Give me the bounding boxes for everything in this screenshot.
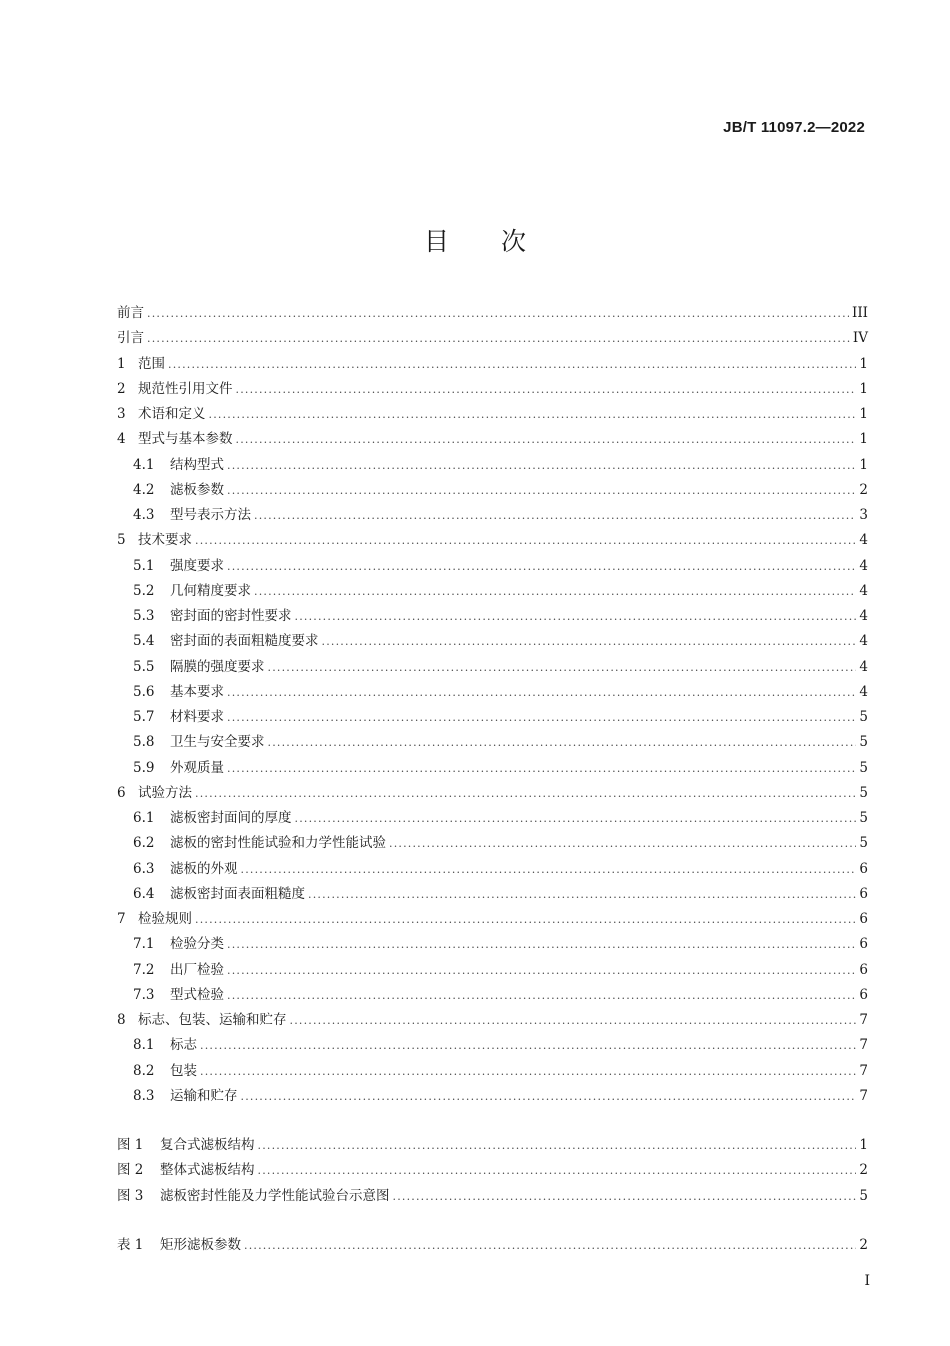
toc-entry-page: 6 [859, 961, 868, 978]
toc-entry-page: 4 [859, 582, 868, 599]
toc-entry-page: 6 [859, 936, 868, 953]
toc-entry-number: 图 2 [117, 1162, 144, 1179]
title-char-2: 次 [501, 227, 527, 256]
toc-entry-page: 7 [859, 1062, 868, 1079]
toc-entry-number: 8.3 [133, 1087, 155, 1104]
toc-entry-title: 材料要求 [170, 709, 224, 725]
toc-entry[interactable] [117, 857, 868, 882]
toc-entry-number: 5.4 [133, 633, 155, 650]
toc-entry-title: 卫生与安全要求 [170, 734, 265, 751]
toc-entry-number: 5.3 [133, 608, 155, 624]
toc-entry[interactable] [117, 1158, 868, 1183]
toc-entry-title: 出厂检验 [170, 961, 224, 978]
toc-entry-number: 5 [117, 532, 126, 549]
toc-entry[interactable] [117, 680, 868, 705]
toc-entry-title: 强度要求 [170, 557, 224, 574]
toc-entry-number: 5.8 [133, 734, 155, 751]
toc-entry-number: 2 [117, 380, 126, 397]
toc-entry-title: 型式与基本参数 [138, 431, 233, 448]
toc-entry-title: 结构型式 [170, 456, 224, 473]
toc-entry-page: 1 [859, 1137, 868, 1153]
toc-entry[interactable] [117, 301, 868, 326]
table-of-contents [117, 301, 868, 1258]
toc-entry-title: 规范性引用文件 [138, 380, 233, 397]
toc-entry-page: 7 [859, 1037, 868, 1054]
toc-entry[interactable] [117, 983, 868, 1008]
toc-entry-title: 标志、包装、运输和贮存 [138, 1012, 287, 1028]
dot-leader [209, 408, 857, 421]
toc-figures [117, 1133, 868, 1209]
toc-entry-title: 引言 [117, 330, 144, 347]
toc-entry-number: 8 [117, 1012, 126, 1028]
toc-entry[interactable] [117, 730, 868, 755]
dot-leader [227, 762, 856, 775]
page-title [0, 222, 950, 258]
toc-entry-title: 范围 [138, 355, 165, 372]
toc-entry-number: 6.1 [133, 810, 155, 826]
toc-entry-page: 5 [859, 784, 868, 801]
toc-entry-title: 技术要求 [138, 532, 192, 549]
toc-entry-title: 型号表示方法 [170, 507, 251, 523]
dot-leader [268, 661, 857, 674]
toc-entry-page: 4 [859, 608, 868, 624]
toc-entry-page: 1 [859, 355, 868, 372]
toc-entry[interactable] [117, 705, 868, 730]
toc-entry-title: 密封面的密封性要求 [170, 608, 292, 624]
toc-entry-page: 5 [859, 759, 868, 776]
toc-entry-title: 外观质量 [170, 759, 224, 776]
dot-leader [147, 307, 849, 320]
toc-entry-title: 检验规则 [138, 911, 192, 927]
toc-entry-page: 1 [859, 456, 868, 473]
toc-entry-title: 密封面的表面粗糙度要求 [170, 633, 319, 650]
toc-entry-page: 4 [859, 683, 868, 700]
toc-entry-title: 滤板密封面间的厚度 [170, 810, 292, 826]
toc-entry[interactable] [117, 554, 868, 579]
toc-entry-page: 6 [859, 885, 868, 902]
toc-sections [117, 301, 868, 1109]
toc-entry-number: 7.3 [133, 986, 155, 1003]
toc-entry-page: 1 [859, 406, 868, 422]
toc-entry-page: 6 [859, 986, 868, 1003]
toc-entry[interactable] [117, 1233, 868, 1258]
dot-leader [308, 888, 856, 901]
toc-entry[interactable] [117, 907, 868, 932]
toc-entry[interactable] [117, 1008, 868, 1033]
standard-number: JB/T 11097.2—2022 [723, 119, 865, 136]
dot-leader [195, 913, 856, 926]
toc-entry[interactable] [117, 882, 868, 907]
toc-entry-number: 表 1 [117, 1236, 144, 1253]
toc-entry-page: 7 [859, 1012, 868, 1028]
toc-entry[interactable] [117, 453, 868, 478]
toc-entry[interactable] [117, 377, 868, 402]
dot-leader [227, 484, 856, 497]
toc-entry-page: 4 [859, 658, 868, 675]
dot-leader [227, 560, 856, 573]
toc-entry-number: 5.2 [133, 582, 155, 599]
toc-entry-page: 3 [859, 507, 868, 523]
dot-leader [168, 358, 856, 371]
dot-leader [227, 686, 856, 699]
toc-entry-title: 滤板的外观 [170, 860, 238, 877]
toc-entry-title: 基本要求 [170, 683, 224, 700]
dot-leader [393, 1190, 857, 1203]
toc-entry-page: 2 [859, 481, 868, 498]
toc-entry-number: 6.3 [133, 860, 155, 877]
toc-entry-page: 4 [859, 633, 868, 650]
toc-entry-title: 滤板的密封性能试验和力学性能试验 [170, 835, 386, 852]
dot-leader [236, 383, 857, 396]
toc-entry[interactable] [117, 756, 868, 781]
toc-entry-page: III [852, 305, 868, 321]
toc-entry-number: 图 3 [117, 1187, 144, 1204]
dot-leader [295, 610, 857, 623]
toc-entry-number: 5.9 [133, 759, 155, 776]
dot-leader [258, 1139, 857, 1152]
toc-entry-title: 滤板参数 [170, 481, 224, 498]
dot-leader [295, 812, 857, 825]
toc-entry[interactable] [117, 326, 868, 351]
toc-entry[interactable] [117, 503, 868, 528]
toc-entry-number: 4.2 [133, 481, 155, 498]
toc-entry[interactable] [117, 629, 868, 654]
toc-entry[interactable] [117, 932, 868, 957]
toc-tables [117, 1233, 868, 1258]
toc-entry[interactable] [117, 1084, 868, 1109]
toc-entry[interactable] [117, 655, 868, 680]
toc-entry-number: 图 1 [117, 1137, 144, 1153]
dot-leader [290, 1014, 857, 1027]
toc-entry-number: 7.1 [133, 936, 155, 953]
dot-leader [254, 585, 856, 598]
dot-leader [389, 837, 856, 850]
toc-entry-title: 包装 [170, 1062, 197, 1079]
dot-leader [227, 964, 856, 977]
toc-entry-title: 检验分类 [170, 936, 224, 953]
toc-entry-number: 3 [117, 406, 126, 422]
toc-entry[interactable] [117, 806, 868, 831]
dot-leader [227, 711, 856, 724]
toc-entry-page: 7 [859, 1087, 868, 1104]
toc-entry-title: 隔膜的强度要求 [170, 658, 265, 675]
toc-entry-title: 滤板密封性能及力学性能试验台示意图 [160, 1187, 390, 1204]
toc-entry-title: 标志 [170, 1037, 197, 1054]
dot-leader [200, 1065, 856, 1078]
toc-entry-page: 2 [859, 1162, 868, 1179]
toc-entry-page: 1 [859, 380, 868, 397]
toc-entry-number: 4.1 [133, 456, 155, 473]
toc-entry[interactable] [117, 352, 868, 377]
toc-entry[interactable] [117, 402, 868, 427]
toc-entry-page: 4 [859, 532, 868, 549]
toc-entry-number: 7.2 [133, 961, 155, 978]
toc-entry-page: 5 [859, 709, 868, 725]
toc-entry-title: 复合式滤板结构 [160, 1137, 255, 1153]
dot-leader [227, 459, 856, 472]
toc-entry-page: 5 [859, 734, 868, 751]
toc-entry-number: 8.2 [133, 1062, 155, 1079]
toc-entry-title: 型式检验 [170, 986, 224, 1003]
toc-entry-page: 5 [859, 835, 868, 852]
toc-entry-page: 1 [859, 431, 868, 448]
toc-entry[interactable] [117, 831, 868, 856]
toc-entry[interactable] [117, 604, 868, 629]
page-number: I [864, 1273, 870, 1289]
toc-entry-number: 8.1 [133, 1037, 155, 1054]
toc-entry-page: 5 [859, 1187, 868, 1204]
dot-leader [244, 1239, 856, 1252]
title-char-1: 目 [423, 227, 449, 256]
toc-entry[interactable] [117, 1033, 868, 1058]
dot-leader [322, 635, 857, 648]
toc-entry-page: 4 [859, 557, 868, 574]
dot-leader [227, 938, 856, 951]
toc-entry[interactable] [117, 427, 868, 452]
dot-leader [254, 509, 856, 522]
toc-entry-number: 5.7 [133, 709, 155, 725]
dot-leader [147, 332, 850, 345]
toc-entry-number: 6 [117, 784, 126, 801]
toc-entry-number: 4.3 [133, 507, 155, 523]
dot-leader [258, 1164, 857, 1177]
dot-leader [195, 787, 856, 800]
toc-entry-page: 6 [859, 860, 868, 877]
toc-entry-number: 5.1 [133, 557, 155, 574]
toc-entry-title: 前言 [117, 305, 144, 321]
toc-entry-page: 2 [859, 1236, 868, 1253]
dot-leader [268, 736, 857, 749]
dot-leader [236, 433, 857, 446]
dot-leader [241, 863, 857, 876]
toc-entry-title: 滤板密封面表面粗糙度 [170, 885, 305, 902]
toc-entry[interactable] [117, 1184, 868, 1209]
toc-entry-title: 矩形滤板参数 [160, 1236, 241, 1253]
toc-entry-page: IV [852, 330, 868, 347]
dot-leader [227, 989, 856, 1002]
toc-entry-title: 试验方法 [138, 784, 192, 801]
toc-entry-page: 6 [859, 911, 868, 927]
toc-entry-title: 术语和定义 [138, 406, 206, 422]
dot-leader [195, 534, 856, 547]
toc-entry-title: 整体式滤板结构 [160, 1162, 255, 1179]
toc-entry-number: 4 [117, 431, 126, 448]
toc-entry-title: 几何精度要求 [170, 582, 251, 599]
toc-entry[interactable] [117, 1133, 868, 1158]
toc-entry[interactable] [117, 958, 868, 983]
toc-entry-title: 运输和贮存 [170, 1087, 238, 1104]
toc-entry[interactable] [117, 1059, 868, 1084]
toc-entry-number: 1 [117, 355, 126, 372]
toc-entry[interactable] [117, 781, 868, 806]
toc-entry[interactable] [117, 528, 868, 553]
dot-leader [200, 1039, 856, 1052]
toc-entry-page: 5 [859, 810, 868, 826]
toc-entry-number: 5.6 [133, 683, 155, 700]
toc-entry[interactable] [117, 478, 868, 503]
toc-entry[interactable] [117, 579, 868, 604]
toc-entry-number: 7 [117, 911, 126, 927]
toc-entry-number: 5.5 [133, 658, 155, 675]
dot-leader [241, 1090, 857, 1103]
toc-entry-number: 6.4 [133, 885, 155, 902]
toc-entry-number: 6.2 [133, 835, 155, 852]
